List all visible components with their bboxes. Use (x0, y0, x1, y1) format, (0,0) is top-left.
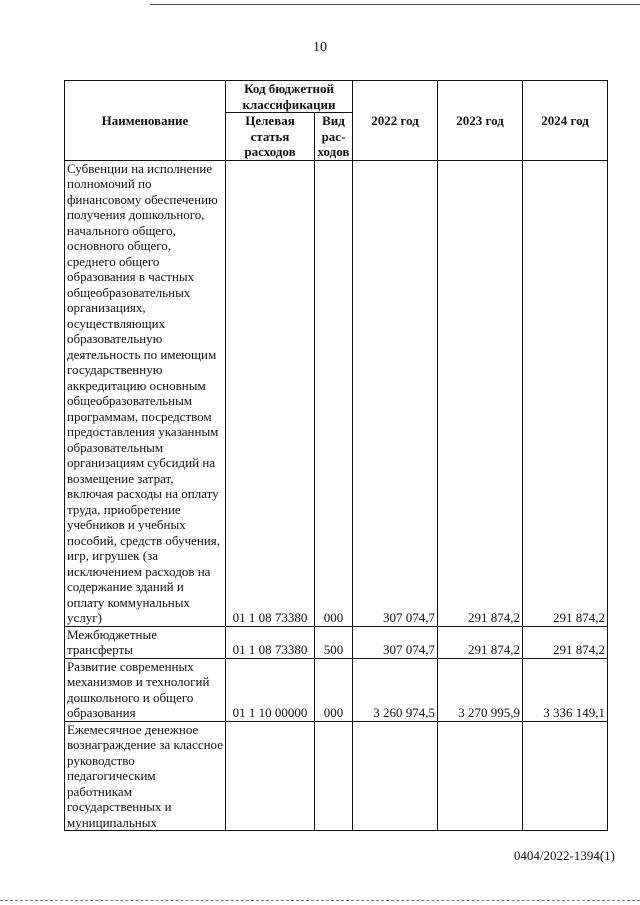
header-target-article: Целевая статья расходов (226, 113, 315, 161)
row-value-2024 (523, 721, 608, 831)
scan-edge-top (150, 4, 640, 5)
header-name: Наименование (65, 81, 226, 161)
row-value-2024: 3 336 149,1 (523, 658, 608, 721)
row-value-2024: 291 874,2 (523, 626, 608, 658)
row-value-2023: 291 874,2 (438, 160, 523, 626)
row-name: Развитие современных механизмов и технологий дошкольного и общего образования (65, 658, 226, 721)
row-value-2024: 291 874,2 (523, 160, 608, 626)
row-value-2022: 307 074,7 (353, 626, 438, 658)
row-value-2022 (353, 721, 438, 831)
scan-edge-bottom (0, 900, 640, 901)
row-expense-type: 000 (315, 160, 353, 626)
row-target-article: 01 1 10 00000 (226, 658, 315, 721)
row-target-article: 01 1 08 73380 (226, 626, 315, 658)
row-value-2023: 3 270 995,9 (438, 658, 523, 721)
table-row (65, 160, 608, 626)
row-name: Ежемесячное денежное вознаграждение за классное руководство педагогическим работникам государственных и муниципальных (65, 721, 226, 831)
header-expense-type: Вид рас-ходов (315, 113, 353, 161)
table-row (65, 721, 608, 831)
header-year-2024: 2024 год (523, 81, 608, 161)
header-year-2022: 2022 год (353, 81, 438, 161)
row-name: Субвенции на исполнение полномочий по финансовому обеспечению получения дошкольного, начального общего, основного общего, среднего общего образования в частных общеобразовательных организациях, осуществляющих образовательную деятельность по имеющим государственную аккредитацию основным общеобразовательным программам, посредством предоставления указанным образовательным организациям субсидий на возмещение затрат, включая расходы на оплату труда, приобретение учебников и учебных пособий, средств обучения, игр, игрушек (за исключением расходов на содержание зданий и оплату коммунальных услуг) (65, 160, 226, 626)
budget-table (64, 80, 608, 831)
row-expense-type: 000 (315, 658, 353, 721)
row-value-2023: 291 874,2 (438, 626, 523, 658)
row-name: Межбюджетные трансферты (65, 626, 226, 658)
row-value-2022: 3 260 974,5 (353, 658, 438, 721)
row-target-article (226, 721, 315, 831)
page-number: 10 (313, 40, 327, 55)
row-expense-type: 500 (315, 626, 353, 658)
table-row (65, 658, 608, 721)
row-expense-type (315, 721, 353, 831)
row-value-2022: 307 074,7 (353, 160, 438, 626)
row-value-2023 (438, 721, 523, 831)
row-target-article: 01 1 08 73380 (226, 160, 315, 626)
header-year-2023: 2023 год (438, 81, 523, 161)
document-code: 0404/2022-1394(1) (513, 848, 615, 863)
header-budget-code: Код бюджетной классификации (226, 81, 353, 113)
table-row (65, 626, 608, 658)
